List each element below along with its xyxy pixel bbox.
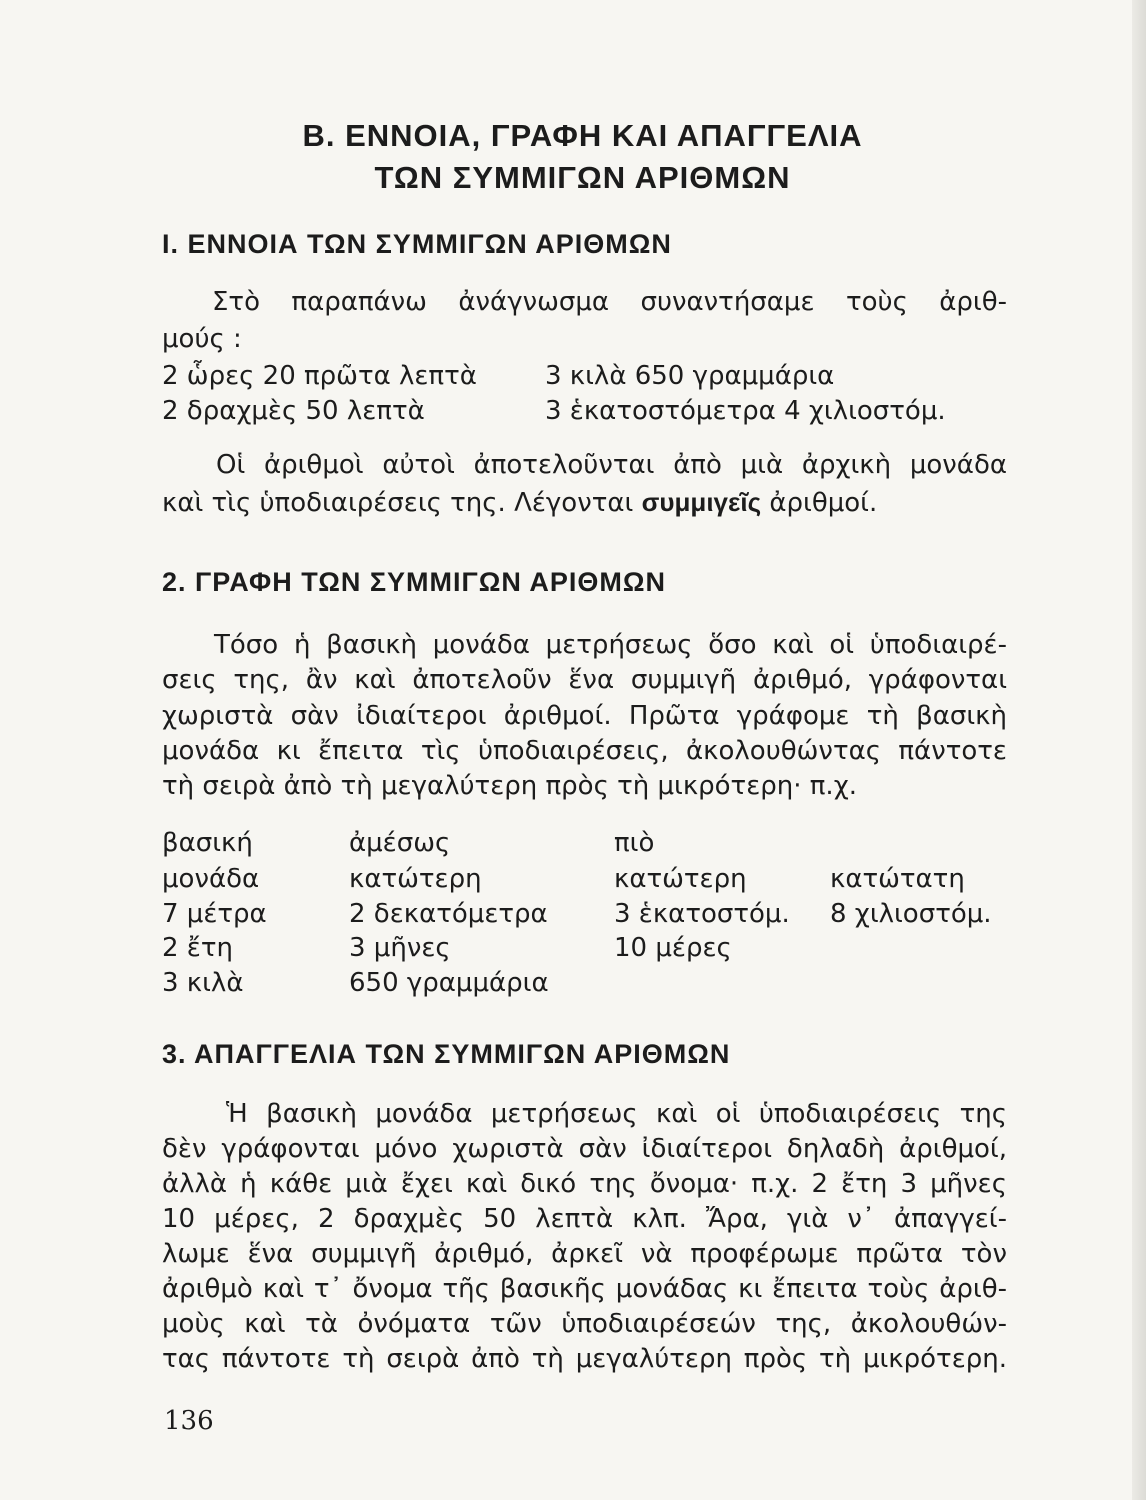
- section-3-line: μοὺς καὶ τὰ ὀνόματα τῶν ὑποδιαιρέσεών της, ἀκολουθών-: [162, 1309, 1007, 1339]
- table-cell: 8 χιλιοστόμ.: [830, 899, 992, 929]
- table-header-cell: βασική: [162, 828, 253, 858]
- section-3-line: λωμε ἕνα συμμιγῆ ἀριθμό, ἀρκεῖ νὰ προφέρωμε πρῶτα τὸν: [162, 1239, 1007, 1269]
- section-2-heading: 2. ΓΡΑΦΗ ΤΩΝ ΣΥΜΜΙΓΩΝ ΑΡΙΘΜΩΝ: [162, 567, 667, 597]
- table-header-cell: κατώτερη: [614, 864, 747, 894]
- table-cell: 3 μῆνες: [349, 933, 451, 963]
- page-edge: [1132, 0, 1146, 1500]
- table-cell: 7 μέτρα: [162, 899, 267, 929]
- table-cell: 10 μέρες: [614, 933, 732, 963]
- example-cell: 2 ὧρες 20 πρῶτα λεπτὰ: [162, 361, 477, 391]
- section-3-line: ἀριθμὸ καὶ τ᾿ ὄνομα τῆς βασικῆς μονάδας κι ἔπειτα τοὺς ἀριθ-: [162, 1274, 1007, 1304]
- section-2-line: μονάδα κι ἔπειτα τὶς ὑποδιαιρέσεις, ἀκολουθώντας πάντοτε: [162, 736, 1007, 766]
- section-1-paragraph-line: Οἱ ἀριθμοὶ αὐτοὶ ἀποτελοῦνται ἀπὸ μιὰ ἀρχικὴ μονάδα: [216, 450, 1007, 480]
- table-header-cell: ἀμέσως: [349, 828, 451, 858]
- table-cell: 2 δεκατόμετρα: [349, 899, 548, 929]
- example-cell: 2 δραχμὲς 50 λεπτὰ: [162, 396, 425, 426]
- section-3-line: τας πάντοτε τὴ σειρὰ ἀπὸ τὴ μεγαλύτερη πρὸς τὴ μικρότερη.: [162, 1344, 1007, 1374]
- section-3-line: 10 μέρες, 2 δραχμὲς 50 λεπτὰ κλπ. Ἄρα, γιὰ ν᾿ ἀπαγγεί-: [162, 1204, 1007, 1234]
- table-cell: 2 ἔτη: [162, 933, 233, 963]
- example-cell: 3 ἑκατοστόμετρα 4 χιλιοστόμ.: [545, 396, 946, 426]
- table-header-cell: κατώτατη: [830, 864, 965, 894]
- table-cell: 650 γραμμάρια: [349, 968, 549, 998]
- section-3-heading: 3. ΑΠΑΓΓΕΛΙΑ ΤΩΝ ΣΥΜΜΙΓΩΝ ΑΡΙΘΜΩΝ: [162, 1039, 731, 1069]
- section-1-intro-line: Στὸ παραπάνω ἀνάγνωσμα συναντήσαμε τοὺς ἀριθ-: [212, 287, 1007, 317]
- table-cell: 3 κιλὰ: [162, 968, 244, 998]
- section-1-intro-line: μούς :: [162, 324, 242, 354]
- section-3-line: Ἡ βασικὴ μονάδα μετρήσεως καὶ οἱ ὑποδιαιρέσεις της: [226, 1099, 1007, 1129]
- section-2-line: Τόσο ἡ βασικὴ μονάδα μετρήσεως ὅσο καὶ οἱ ὑποδιαιρέ-: [214, 630, 1007, 660]
- section-1-heading: Ι. ΕΝΝΟΙΑ ΤΩΝ ΣΥΜΜΙΓΩΝ ΑΡΙΘΜΩΝ: [162, 229, 672, 259]
- section-2-line: σεις της, ἂν καὶ ἀποτελοῦν ἕνα συμμιγῆ ἀριθμό, γράφονται: [162, 665, 1007, 695]
- paragraph-text: καὶ τὶς ὑποδιαιρέσεις της. Λέγονται: [162, 488, 634, 518]
- section-3-line: δὲν γράφονται μόνο χωριστὰ σὰν ἰδιαίτεροι δηλαδὴ ἀριθμοί,: [162, 1134, 1007, 1164]
- table-header-cell: πιὸ: [614, 828, 655, 858]
- table-header-cell: μονάδα: [162, 864, 260, 894]
- bold-term: συμμιγεῖς: [641, 487, 762, 517]
- table-header-cell: κατώτερη: [349, 864, 482, 894]
- page-number: 136: [164, 1406, 214, 1436]
- section-3-line: ἀλλὰ ἡ κάθε μιὰ ἔχει καὶ δικό της ὄνομα· π.χ. 2 ἔτη 3 μῆνες: [162, 1169, 1007, 1199]
- table-cell: 3 ἑκατοστόμ.: [614, 899, 790, 929]
- section-1-paragraph-line: [162, 489, 1007, 516]
- example-cell: 3 κιλὰ 650 γραμμάρια: [545, 361, 835, 391]
- paragraph-text: ἀριθμοί.: [769, 488, 878, 518]
- section-2-line: χωριστὰ σὰν ἰδιαίτεροι ἀριθμοί. Πρῶτα γράφομε τὴ βασικὴ: [162, 701, 1007, 731]
- chapter-title-line-1: B. ΕΝΝΟΙΑ, ΓΡΑΦΗ ΚΑΙ ΑΠΑΓΓΕΛΙΑ: [302, 118, 863, 153]
- chapter-title-line-2: ΤΩΝ ΣΥΜΜΙΓΩΝ ΑΡΙΘΜΩΝ: [374, 160, 791, 195]
- section-2-line: τὴ σειρὰ ἀπὸ τὴ μεγαλύτερη πρὸς τὴ μικρότερη· π.χ.: [162, 771, 857, 801]
